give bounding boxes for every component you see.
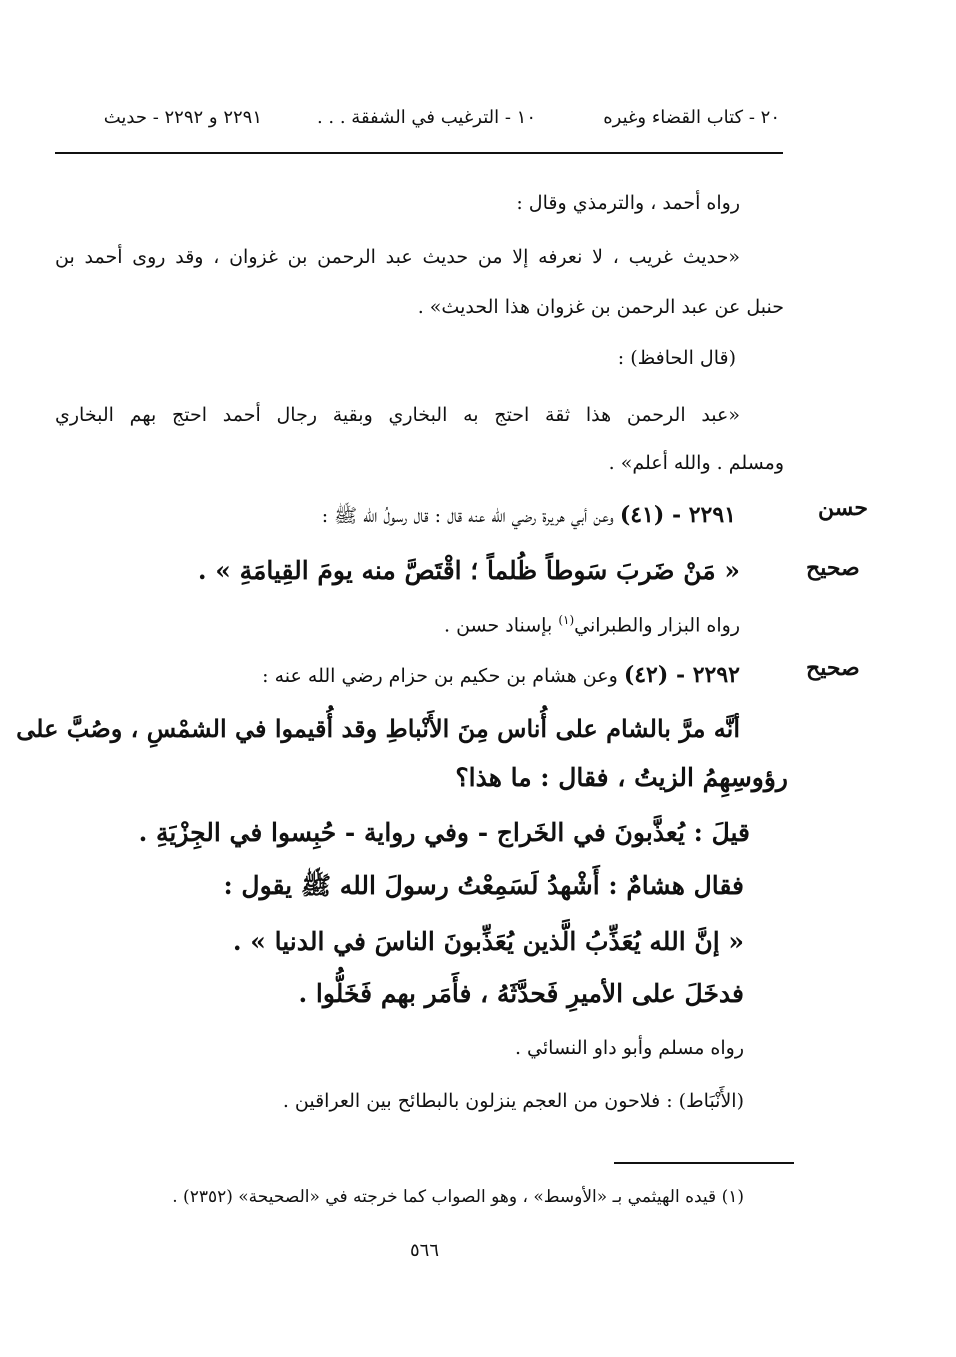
body-line: رواه أحمد ، والترمذي وقال :: [516, 192, 740, 214]
hadith-text: فقال هشامٌ : أَشْهدُ لَسَمِعْتُ رسولَ الله ﷺ يقول :: [223, 871, 744, 900]
gloss-note: (الأَنْبَاط) : فلاحون من العجم ينزلون بالبطائح بين العراقين .: [282, 1090, 744, 1112]
source-text: بإسناد حسن .: [444, 614, 553, 637]
hadith-number: ٢٢٩٢ - (٤٢): [623, 662, 740, 688]
body-line: حنبل عن عبد الرحمن بن غزوان هذا الحديث» .: [417, 296, 784, 318]
hadith-intro-text: وعن هشام بن حكيم بن حزام رضي الله عنه :: [262, 665, 618, 687]
body-line: «حديث غريب ، لا نعرفه إلا من حديث عبد الرحمن بن غزوان ، وقد روى أحمد بن: [55, 246, 740, 268]
footnote: (١) قيده الهيثمي بـ «الأوسط» ، وهو الصواب كما خرجته في «الصحيحة» (٢٣٥٢) .: [172, 1187, 744, 1207]
header-rule: [55, 152, 783, 154]
hadith-text: قيلَ : يُعذَّبونَ في الخَراج - وفي رواية - حُبِسوا في الجِزْيَةِ .: [138, 818, 750, 847]
body-line: (قال الحافظ) :: [617, 347, 736, 369]
body-line: «عبد الرحمن هذا ثقة احتج به البخاري وبقية رجال أحمد احتج بهم البخاري: [55, 404, 740, 426]
hadith-number: ٢٢٩١ - (٤١): [619, 502, 736, 528]
hadith-text: « مَنْ ضَربَ سَوطاً ظُلماً ؛ اقْتَصَّ منه يومَ القِيامَةِ » .: [197, 556, 740, 585]
hadith-intro-text: وعن أبي هريرة رضي الله عنه قال : قال رسولُ الله ﷺ :: [321, 505, 614, 527]
page-number: ٥٦٦: [410, 1240, 440, 1261]
source-text: رواه البزار والطبراني: [574, 614, 740, 637]
grade-label: صحيح: [806, 655, 860, 681]
hadith-intro-2291: [322, 500, 736, 531]
hadith-source-2292: رواه مسلم وأبو داو النسائي .: [514, 1037, 744, 1059]
hadith-intro-2292: [262, 660, 740, 691]
body-line: ومسلم . والله أعلم» .: [608, 452, 784, 474]
hadith-text: « إنَّ الله يُعَذِّبُ الَّذين يُعَذِّبونَ الناسَ في الدنيا » .: [232, 927, 744, 956]
hadith-text: فدخَلَ على الأميرِ فَحدَّثَهُ ، فأَمَر بهم فَخَلُّوا .: [298, 979, 744, 1008]
hadith-text: أنَّه مرَّ بالشام على أُناس مِنَ الأَنْباطِ وقد أُقيموا في الشمْسِ ، وصُبَّ على: [16, 714, 740, 743]
hadith-source-2291: [444, 612, 740, 639]
grade-label: صحيح: [806, 555, 860, 581]
hadith-text: رؤوسِهِمُ الزيتُ ، فقال : ما هذا؟: [455, 763, 788, 792]
grade-label: حسن: [818, 495, 868, 521]
header-hadith-range: ٢٢٩١ و ٢٢٩٢ - حديث: [103, 107, 262, 128]
header-section: ١٠ - الترغيب في الشفقة . . .: [316, 107, 536, 128]
footnote-rule: [614, 1162, 794, 1164]
footnote-ref: (١): [558, 613, 575, 627]
header-chapter: ٢٠ - كتاب القضاء وغيره: [603, 107, 780, 128]
